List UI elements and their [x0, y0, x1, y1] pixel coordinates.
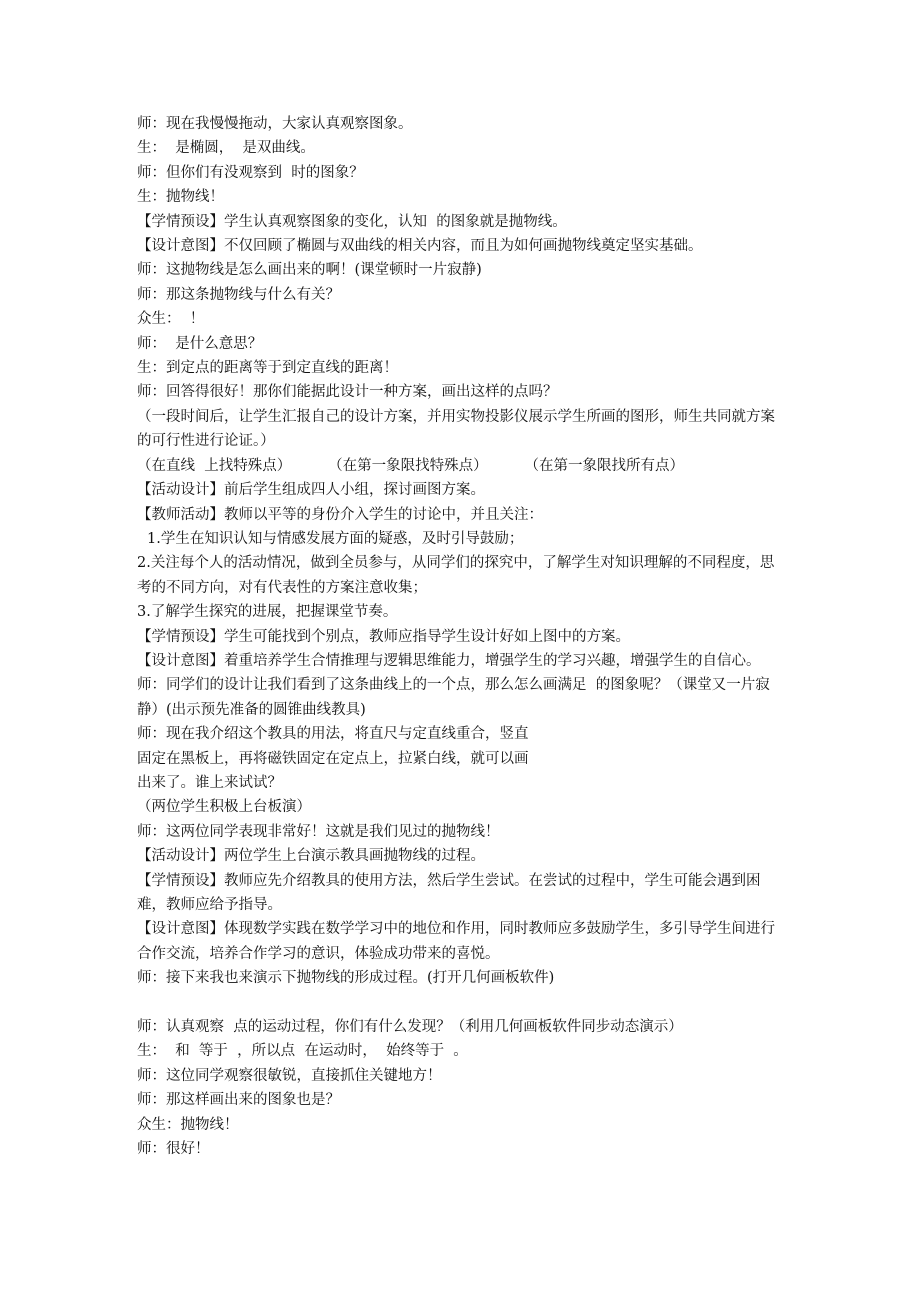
list-item: 3.了解学生探究的进展，把握课堂节奏。 — [137, 604, 398, 621]
paragraph: 【活动设计】前后学生组成四人小组，探讨画图方案。 — [137, 482, 485, 499]
paragraph: 师：现在我介绍这个教具的用法，将直尺与定直线重合，竖直 — [137, 726, 529, 743]
paragraph: 师：很好！ — [137, 1141, 210, 1158]
paragraph: 师：那这条抛物线与什么有关？ — [137, 286, 340, 303]
paragraph: 【设计意图】着重培养学生合情推理与逻辑思维能力，增强学生的学习兴趣，增强学生的自信心。 — [137, 652, 761, 669]
list-item: 2.关注每个人的活动情况，做到全员参与，从同学们的探究中，了解学生对知识理解的不同程度，思考的不同方向，对有代表性的方案注意收集； — [137, 555, 775, 596]
paragraph: 【学情预设】教师应先介绍教具的使用方法，然后学生尝试。在尝试的过程中，学生可能会遇到困难，教师应给予指导。 — [137, 872, 761, 913]
paragraph: 生：到定点的距离等于到定直线的距离！ — [137, 360, 398, 377]
paragraph: 师：这抛物线是怎么画出来的啊！(课堂顿时一片寂静) — [137, 262, 482, 279]
paragraph: 师：那这样画出来的图象也是？ — [137, 1092, 340, 1109]
paragraph: 众生：抛物线！ — [137, 1116, 239, 1133]
paragraph: （两位学生积极上台板演） — [137, 799, 311, 816]
paragraph: （在直线 上找特殊点） （在第一象限找特殊点） （在第一象限找所有点） — [137, 457, 684, 474]
paragraph: 师：接下来我也来演示下抛物线的形成过程。(打开几何画板软件) — [137, 970, 555, 987]
paragraph: 【活动设计】两位学生上台演示教具画抛物线的过程。 — [137, 848, 485, 865]
paragraph: 师：这位同学观察很敏锐，直接抓住关键地方！ — [137, 1067, 442, 1084]
paragraph: 固定在黑板上，再将磁铁固定在定点上，拉紧白线，就可以画 — [137, 750, 529, 767]
paragraph: 【教师活动】教师以平等的身份介入学生的讨论中，并且关注： — [137, 506, 543, 523]
paragraph: 师： 是什么意思？ — [137, 335, 263, 352]
paragraph: 师：但你们有没观察到 时的图象？ — [137, 164, 364, 181]
paragraph: （一段时间后，让学生汇报自己的设计方案，并用实物投影仪展示学生所画的图形，师生共同就方案的可行性进行论证。） — [137, 408, 775, 450]
list-item: 1.学生在知识认知与情感发展方面的疑惑，及时引导鼓励； — [147, 530, 524, 547]
paragraph: 师：认真观察 点的运动过程，你们有什么发现？（利用几何画板软件同步动态演示） — [137, 1019, 683, 1036]
paragraph: 【设计意图】不仅回顾了椭圆与双曲线的相关内容，而且为如何画抛物线奠定坚实基础。 — [137, 238, 703, 255]
document-body — [137, 112, 787, 1161]
paragraph: 【学情预设】学生认真观察图象的变化，认知 的图象就是抛物线。 — [137, 213, 567, 230]
paragraph: 【学情预设】学生可能找到个别点，教师应指导学生设计好如上图中的方案。 — [137, 628, 630, 645]
paragraph: 师：回答得很好！那你们能据此设计一种方案，画出这样的点吗？ — [137, 384, 558, 401]
paragraph: 【设计意图】体现数学实践在数学学习中的地位和作用，同时教师应多鼓励学生，多引导学生间进行合作交流，培养合作学习的意识，体验成功带来的喜悦。 — [137, 921, 775, 962]
paragraph: 师：这两位同学表现非常好！这就是我们见过的抛物线！ — [137, 823, 500, 840]
paragraph: 师：同学们的设计让我们看到了这条曲线上的一个点，那么怎么画满足 的图象呢？（课堂又一片寂静）(出示预先准备的圆锥曲线教具) — [137, 677, 770, 718]
paragraph: 师：现在我慢慢拖动，大家认真观察图象。 — [137, 116, 413, 132]
paragraph: 众生： ！ — [137, 311, 205, 328]
paragraph: 生： 是椭圆， 是双曲线。 — [137, 140, 315, 157]
paragraph: 生： 和 等于 ，所以点 在运动时， 始终等于 。 — [137, 1043, 468, 1060]
blank-line — [137, 991, 787, 1015]
paragraph: 生：抛物线！ — [137, 189, 224, 206]
paragraph: 出来了。谁上来试试？ — [137, 774, 282, 791]
